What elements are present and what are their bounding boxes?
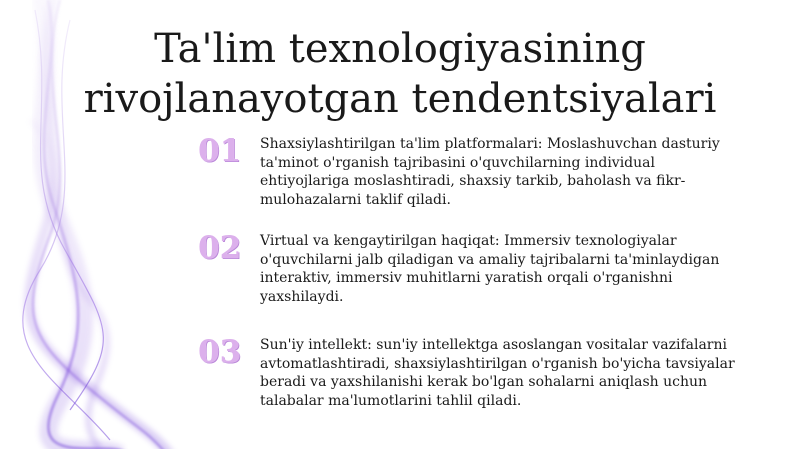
item-text: Shaxsiylashtirilgan ta'lim platformalari: Moslashuvchan dasturiy ta'minot o'rganish tajribasini o'quvchilarning individual ehtiyojlariga moslashtiradi, shaxsiy tarkib, baholash va fikr-mulohazalarni taklif qiladi.	[260, 136, 720, 208]
slide-title: Ta'lim texnologiyasining rivojlanayotgan tendentsiyalari	[83, 26, 717, 122]
item-text: Virtual va kengaytirilgan haqiqat: Immersiv texnologiyalar o'quvchilarni jalb qiladigan va amaliy tajribalarni ta'minlaydigan interaktiv, immersiv muhitlarni yaratish orqali o'rganishni yaxshilaydi.	[260, 233, 720, 305]
item-text: Sun'iy intellekt: sun'iy intellektga asoslangan vositalar vazifalarni avtomatlashtiradi, shaxsiylashtirilgan o'rganish bo'yicha tavsiyalar beradi va yaxshilanishi kerak bo'lgan sohalarni aniqlash uchun talabalar ma'lumotlarini tahlil qiladi.	[260, 337, 735, 409]
item-number: 02	[198, 230, 242, 266]
item-number: 01	[198, 133, 242, 169]
item-number: 03	[198, 334, 242, 370]
